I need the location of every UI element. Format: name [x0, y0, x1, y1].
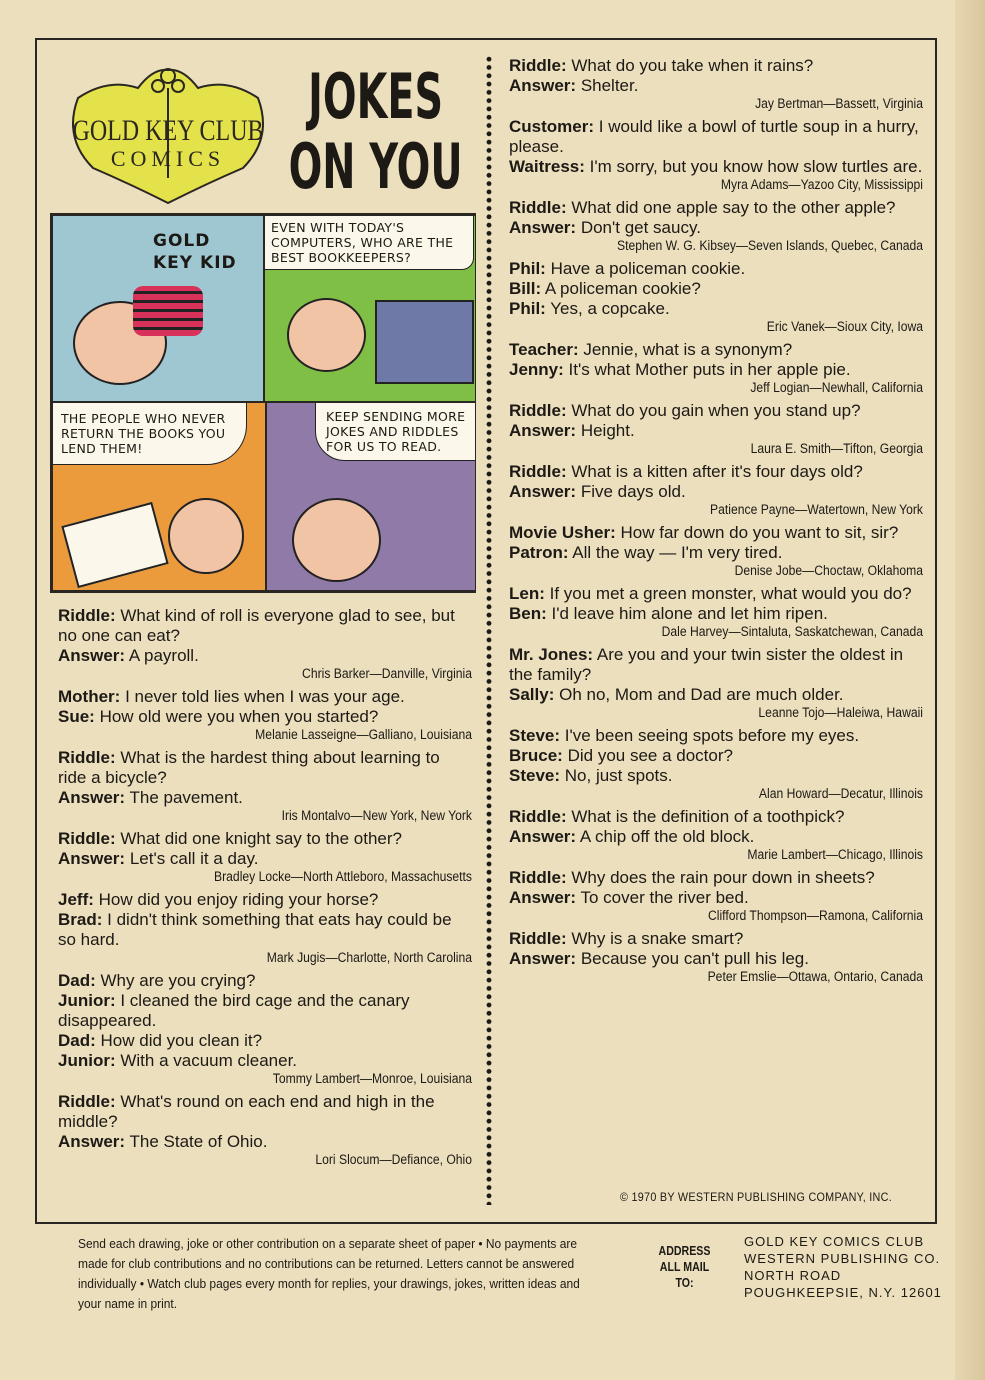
page-edge	[955, 0, 985, 1380]
joke-text: Jennie, what is a synonym?	[583, 340, 793, 359]
address-line: NORTH ROAD	[744, 1268, 842, 1283]
joke-attribution: Tommy Lambert—Monroe, Louisiana	[272, 1071, 472, 1086]
speaker: Riddle:	[58, 748, 116, 767]
joke-attribution: Jay Bertman—Bassett, Virginia	[755, 96, 923, 111]
panel2-speech-bubble: EVEN WITH TODAY'S COMPUTERS, WHO ARE THE BEST BOOKKEEPERS?	[264, 215, 474, 270]
joke-line	[509, 584, 923, 604]
joke-line	[58, 1051, 472, 1071]
address-label: ADDRESS ALL MAIL TO:	[658, 1244, 711, 1290]
joke-text: I've been seeing spots before my eyes.	[564, 726, 860, 745]
speaker: Bruce:	[509, 746, 563, 765]
joke-text: Because you can't pull his leg.	[580, 949, 809, 968]
joke-attribution: Leanne Tojo—Haleiwa, Hawaii	[758, 705, 923, 720]
speaker: Answer:	[58, 1132, 126, 1151]
speaker: Patron:	[509, 543, 569, 562]
contribution-notice: Send each drawing, joke or other contribution on a separate sheet of paper • No payments are made for club contributions and no contributions can be returned. Letters cannot be answered individually • Watch club pages every month for replies, your drawings, jokes, written ideas and your name in print.	[78, 1237, 580, 1311]
title-line1: JOKES	[308, 60, 444, 133]
joke-text: What's round on each end and high in the middle?	[58, 1092, 435, 1131]
comic-panel-2	[264, 215, 476, 402]
speaker: Answer:	[509, 888, 577, 907]
joke	[509, 259, 923, 335]
joke-text: I never told lies when I was your age.	[125, 687, 405, 706]
joke-line	[509, 462, 923, 482]
kid-face	[292, 498, 381, 582]
joke-line	[509, 218, 923, 238]
joke-text: What do you gain when you stand up?	[571, 401, 861, 420]
joke-text: Shelter.	[580, 76, 639, 95]
joke-text: To cover the river bed.	[580, 888, 749, 907]
joke-text: With a vacuum cleaner.	[120, 1051, 298, 1070]
joke-text: The pavement.	[129, 788, 243, 807]
joke-line	[509, 746, 923, 766]
joke-text: What kind of roll is everyone glad to see, but no one can eat?	[58, 606, 455, 645]
speaker: Jenny:	[509, 360, 564, 379]
joke-line	[58, 1092, 472, 1132]
speaker: Mother:	[58, 687, 121, 706]
joke-text: I'm sorry, but you know how slow turtles are.	[589, 157, 923, 176]
speaker: Riddle:	[509, 807, 567, 826]
joke-line	[509, 807, 923, 827]
book-illustration	[61, 502, 168, 588]
joke	[58, 829, 472, 885]
joke-line	[58, 606, 472, 646]
title-line2: ON YOU	[288, 130, 463, 203]
speaker: Bill:	[509, 279, 542, 298]
speaker: Mr. Jones:	[509, 645, 594, 664]
joke	[58, 971, 472, 1087]
joke	[58, 606, 472, 682]
joke-line	[509, 56, 923, 76]
joke-line	[509, 685, 923, 705]
logo-line2: COMICS	[110, 146, 226, 171]
joke	[58, 890, 472, 966]
speaker: Answer:	[509, 76, 577, 95]
joke-text: How did you clean it?	[100, 1031, 263, 1050]
comic-strip	[50, 213, 476, 593]
kid-shirt	[133, 286, 203, 336]
joke-text: Five days old.	[580, 482, 686, 501]
joke-text: I'd leave him alone and let him ripen.	[551, 604, 828, 623]
joke-line	[509, 198, 923, 218]
joke-line	[509, 259, 923, 279]
joke-line	[58, 707, 472, 727]
joke-text: Let's call it a day.	[129, 849, 259, 868]
joke-text: How did you enjoy riding your horse?	[98, 890, 379, 909]
panel3-speech-bubble: THE PEOPLE WHO NEVER RETURN THE BOOKS YOU LEND THEM!	[52, 402, 247, 465]
joke	[509, 56, 923, 112]
page-title	[286, 62, 465, 202]
joke-line	[509, 523, 923, 543]
joke-text: A chip off the old block.	[579, 827, 755, 846]
speaker: Riddle:	[58, 606, 116, 625]
joke-text: Why does the rain pour down in sheets?	[571, 868, 875, 887]
speaker: Ben:	[509, 604, 547, 623]
joke-attribution: Lori Slocum—Defiance, Ohio	[315, 1152, 472, 1167]
gold-key-club-logo	[58, 58, 278, 208]
joke-line	[509, 929, 923, 949]
joke	[509, 584, 923, 640]
joke-text: What is a kitten after it's four days old?	[571, 462, 863, 481]
joke-line	[509, 827, 923, 847]
joke-attribution: Stephen W. G. Kibsey—Seven Islands, Quebec, Canada	[617, 238, 923, 253]
kid-face	[168, 498, 244, 574]
speaker: Riddle:	[58, 1092, 116, 1111]
speaker: Customer:	[509, 117, 595, 136]
joke-text: Height.	[580, 421, 635, 440]
joke-attribution: Denise Jobe—Choctaw, Oklahoma	[734, 563, 923, 578]
joke-attribution: Melanie Lasseigne—Galliano, Louisiana	[255, 727, 472, 742]
joke-line	[58, 748, 472, 788]
joke-line	[58, 890, 472, 910]
joke-attribution: Dale Harvey—Sintaluta, Saskatchewan, Canada	[661, 624, 923, 639]
joke-line	[509, 299, 923, 319]
joke-line	[509, 401, 923, 421]
joke-text: Yes, a copcake.	[550, 299, 670, 318]
right-jokes-column	[509, 56, 923, 990]
joke-line	[509, 360, 923, 380]
joke-text: No, just spots.	[564, 766, 673, 785]
joke-attribution: Laura E. Smith—Tifton, Georgia	[750, 441, 923, 456]
speaker: Riddle:	[509, 198, 567, 217]
joke	[509, 807, 923, 863]
speaker: Answer:	[509, 421, 577, 440]
kid-face	[287, 298, 366, 372]
joke	[509, 868, 923, 924]
joke-text: How old were you when you started?	[99, 707, 379, 726]
panel4-speech-bubble: KEEP SENDING MORE JOKES AND RIDDLES FOR US TO READ.	[315, 402, 476, 461]
speaker: Dad:	[58, 1031, 96, 1050]
speaker: Answer:	[509, 218, 577, 237]
speaker: Answer:	[509, 949, 577, 968]
speaker: Len:	[509, 584, 545, 603]
comic-panel-4	[266, 402, 476, 591]
joke-text: If you met a green monster, what would you do?	[549, 584, 912, 603]
joke-text: How far down do you want to sit, sir?	[620, 523, 899, 542]
joke-line	[509, 421, 923, 441]
speaker: Riddle:	[509, 929, 567, 948]
speaker: Brad:	[58, 910, 103, 929]
speaker: Teacher:	[509, 340, 579, 359]
joke-line	[58, 1031, 472, 1051]
joke	[509, 340, 923, 396]
joke	[509, 198, 923, 254]
speaker: Steve:	[509, 726, 561, 745]
joke-attribution: Mark Jugis—Charlotte, North Carolina	[266, 950, 472, 965]
speaker: Riddle:	[509, 868, 567, 887]
speaker: Steve:	[509, 766, 561, 785]
joke-attribution: Marie Lambert—Chicago, Illinois	[747, 847, 923, 862]
joke-line	[58, 687, 472, 707]
joke-attribution: Iris Montalvo—New York, New York	[281, 808, 472, 823]
joke-line	[58, 971, 472, 991]
joke	[58, 687, 472, 743]
joke-line	[509, 279, 923, 299]
joke-text: Why is a snake smart?	[571, 929, 744, 948]
joke-text: I didn't think something that eats hay could be so hard.	[58, 910, 452, 949]
speaker: Dad:	[58, 971, 96, 990]
joke-text: Have a policeman cookie.	[550, 259, 746, 278]
joke	[509, 462, 923, 518]
comic-panel-3	[52, 402, 266, 591]
joke-text: What is the hardest thing about learning to ride a bicycle?	[58, 748, 440, 787]
joke-line	[509, 117, 923, 157]
joke-text: Why are you crying?	[100, 971, 256, 990]
address-line: POUGHKEEPSIE, N.Y. 12601	[744, 1285, 942, 1300]
comic-panel-1	[52, 215, 264, 402]
joke-attribution: Bradley Locke—North Attleboro, Massachusetts	[214, 869, 472, 884]
speaker: Answer:	[58, 849, 126, 868]
joke	[509, 726, 923, 802]
speaker: Sally:	[509, 685, 555, 704]
joke-line	[58, 829, 472, 849]
dotted-divider	[486, 55, 492, 1205]
joke-line	[509, 340, 923, 360]
joke-line	[509, 949, 923, 969]
joke	[509, 401, 923, 457]
copyright: © 1970 BY WESTERN PUBLISHING COMPANY, INC.	[620, 1190, 892, 1204]
joke-text: What is the definition of a toothpick?	[571, 807, 845, 826]
speaker: Junior:	[58, 1051, 116, 1070]
address-line: GOLD KEY COMICS CLUB	[744, 1234, 925, 1249]
speaker: Answer:	[509, 482, 577, 501]
joke-line	[58, 910, 472, 950]
joke-text: I cleaned the bird cage and the canary disappeared.	[58, 991, 410, 1030]
joke-text: All the way — I'm very tired.	[572, 543, 783, 562]
speaker: Sue:	[58, 707, 95, 726]
joke-line	[509, 766, 923, 786]
joke-text: A payroll.	[128, 646, 199, 665]
joke	[509, 645, 923, 721]
joke-text: What did one apple say to the other apple?	[571, 198, 896, 217]
panel1-caption: GOLD KEY KID	[153, 231, 237, 273]
joke	[509, 523, 923, 579]
joke-line	[509, 726, 923, 746]
speaker: Phil:	[509, 259, 546, 278]
joke	[509, 117, 923, 193]
joke-text: Oh no, Mom and Dad are much older.	[559, 685, 844, 704]
joke-text: Did you see a doctor?	[567, 746, 733, 765]
joke-attribution: Eric Vanek—Sioux City, Iowa	[766, 319, 923, 334]
joke-line	[509, 543, 923, 563]
joke-text: Are you and your twin sister the oldest in the family?	[509, 645, 904, 684]
joke-text: A policeman cookie?	[544, 279, 701, 298]
joke-line	[58, 788, 472, 808]
speaker: Riddle:	[509, 56, 567, 75]
joke-text: I would like a bowl of turtle soup in a hurry, please.	[509, 117, 919, 156]
speaker: Riddle:	[509, 401, 567, 420]
speaker: Riddle:	[58, 829, 116, 848]
joke-text: Don't get saucy.	[580, 218, 701, 237]
speaker: Answer:	[58, 788, 126, 807]
joke-line	[509, 645, 923, 685]
joke-line	[58, 849, 472, 869]
joke	[58, 748, 472, 824]
logo-line1: GOLD KEY CLUB	[72, 113, 264, 147]
joke-text: What did one knight say to the other?	[120, 829, 402, 848]
speaker: Answer:	[58, 646, 126, 665]
joke-attribution: Patience Payne—Watertown, New York	[710, 502, 923, 517]
joke-text: It's what Mother puts in her apple pie.	[568, 360, 851, 379]
joke-attribution: Peter Emslie—Ottawa, Ontario, Canada	[707, 969, 923, 984]
joke-text: What do you take when it rains?	[571, 56, 814, 75]
computer-illustration	[375, 300, 474, 384]
joke-line	[509, 482, 923, 502]
joke-attribution: Alan Howard—Decatur, Illinois	[758, 786, 923, 801]
mailing-address	[744, 1233, 942, 1301]
joke	[509, 929, 923, 985]
left-jokes-column	[58, 606, 472, 1173]
speaker: Riddle:	[509, 462, 567, 481]
joke-attribution: Chris Barker—Danville, Virginia	[302, 666, 472, 681]
speaker: Phil:	[509, 299, 546, 318]
joke-line	[58, 646, 472, 666]
address-line: WESTERN PUBLISHING CO.	[744, 1251, 941, 1266]
speaker: Junior:	[58, 991, 116, 1010]
speaker: Jeff:	[58, 890, 94, 909]
joke-attribution: Jeff Logian—Newhall, California	[750, 380, 923, 395]
joke-line	[509, 604, 923, 624]
speaker: Answer:	[509, 827, 577, 846]
joke-attribution: Clifford Thompson—Ramona, California	[708, 908, 923, 923]
joke-line	[58, 1132, 472, 1152]
joke-line	[509, 157, 923, 177]
joke-attribution: Myra Adams—Yazoo City, Mississippi	[720, 177, 923, 192]
joke-line	[509, 76, 923, 96]
joke-text: The State of Ohio.	[129, 1132, 268, 1151]
joke	[58, 1092, 472, 1168]
speaker: Movie Usher:	[509, 523, 616, 542]
joke-line	[509, 868, 923, 888]
joke-line	[509, 888, 923, 908]
joke-line	[58, 991, 472, 1031]
speaker: Waitress:	[509, 157, 585, 176]
